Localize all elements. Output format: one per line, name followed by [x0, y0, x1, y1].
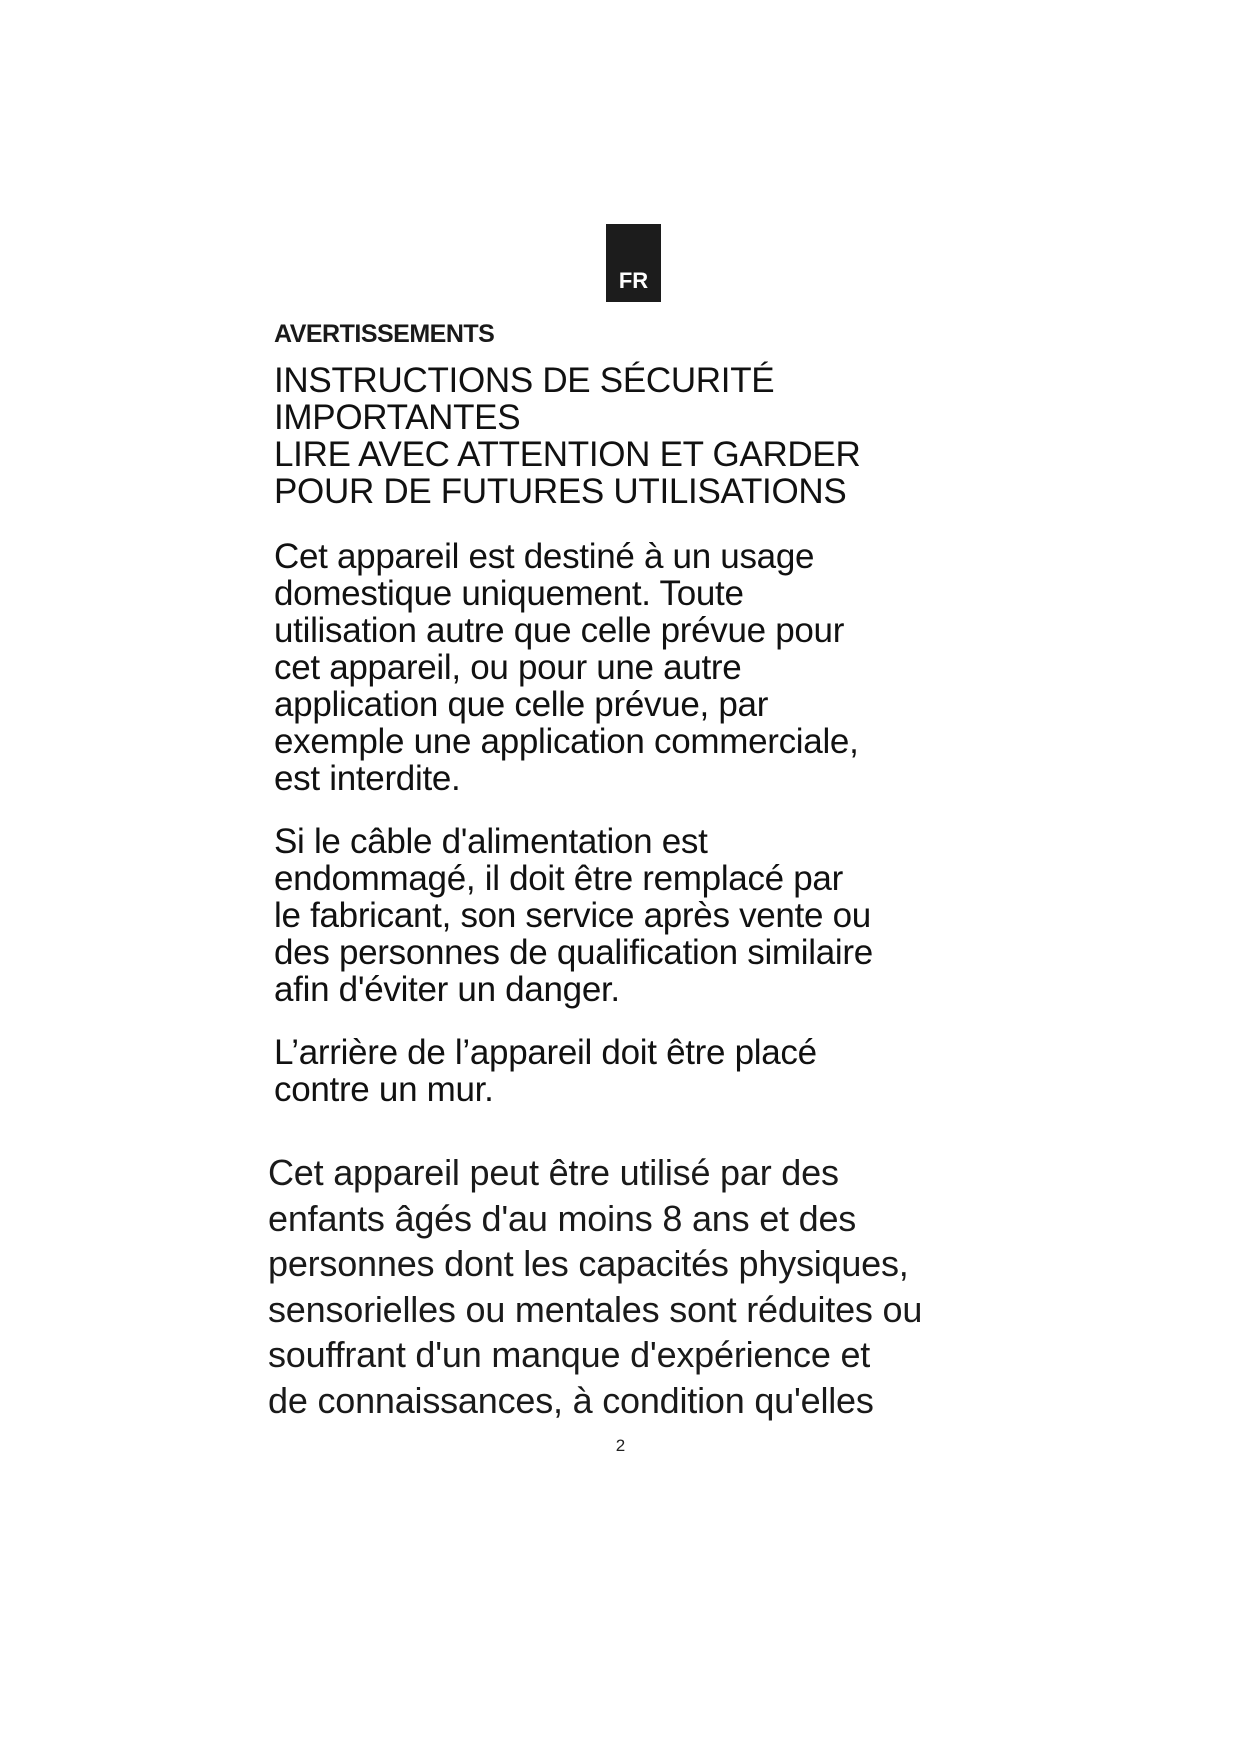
paragraph-line: contre un mur. — [274, 1070, 494, 1109]
language-badge — [606, 224, 661, 302]
paragraph-line: des personnes de qualification similaire — [274, 933, 873, 972]
paragraph-line: application que celle prévue, par — [274, 685, 769, 724]
paragraph-line: L’arrière de l’appareil doit être placé — [274, 1033, 817, 1072]
paragraph-line: cet appareil, ou pour une autre — [274, 648, 742, 687]
paragraph-line: est interdite. — [274, 759, 461, 798]
paragraph-line: personnes dont les capacités physiques, — [268, 1243, 909, 1284]
paragraph-line: Cet appareil peut être utilisé par des — [268, 1152, 839, 1193]
paragraph-domestic-use — [274, 538, 994, 797]
paragraph-line: afin d'éviter un danger. — [274, 970, 620, 1009]
paragraph-line: souffrant d'un manque d'expérience et — [268, 1334, 871, 1375]
section-label: AVERTISSEMENTS — [274, 320, 495, 348]
paragraph-line: Si le câble d'alimentation est — [274, 822, 708, 861]
paragraph-wall-placement — [274, 1034, 994, 1108]
language-badge-label: FR — [618, 268, 649, 293]
paragraph-line: de connaissances, à condition qu'elles — [268, 1379, 874, 1421]
paragraph-line: enfants âgés d'au moins 8 ans et des — [268, 1197, 857, 1239]
paragraph-power-cable — [274, 823, 994, 1008]
paragraph-line: exemple une application commerciale, — [274, 722, 859, 761]
heading-line: IMPORTANTES — [274, 398, 521, 437]
paragraph-line: domestique uniquement. Toute — [274, 574, 744, 613]
heading-line: POUR DE FUTURES UTILISATIONS — [274, 472, 847, 511]
paragraph-line: Cet appareil est destiné à un usage — [274, 537, 815, 576]
paragraph-line: sensorielles ou mentales sont réduites ou — [268, 1288, 923, 1330]
paragraph-line: le fabricant, son service après vente ou — [274, 896, 871, 935]
paragraph-line: utilisation autre que celle prévue pour — [274, 611, 845, 650]
paragraph-children-use — [268, 1150, 1008, 1423]
safety-heading — [274, 362, 994, 510]
heading-line: LIRE AVEC ATTENTION ET GARDER — [274, 435, 861, 474]
page-number: 2 — [615, 1436, 626, 1455]
heading-line: INSTRUCTIONS DE SÉCURITÉ — [274, 361, 775, 400]
paragraph-line: endommagé, il doit être remplacé par — [274, 859, 843, 898]
